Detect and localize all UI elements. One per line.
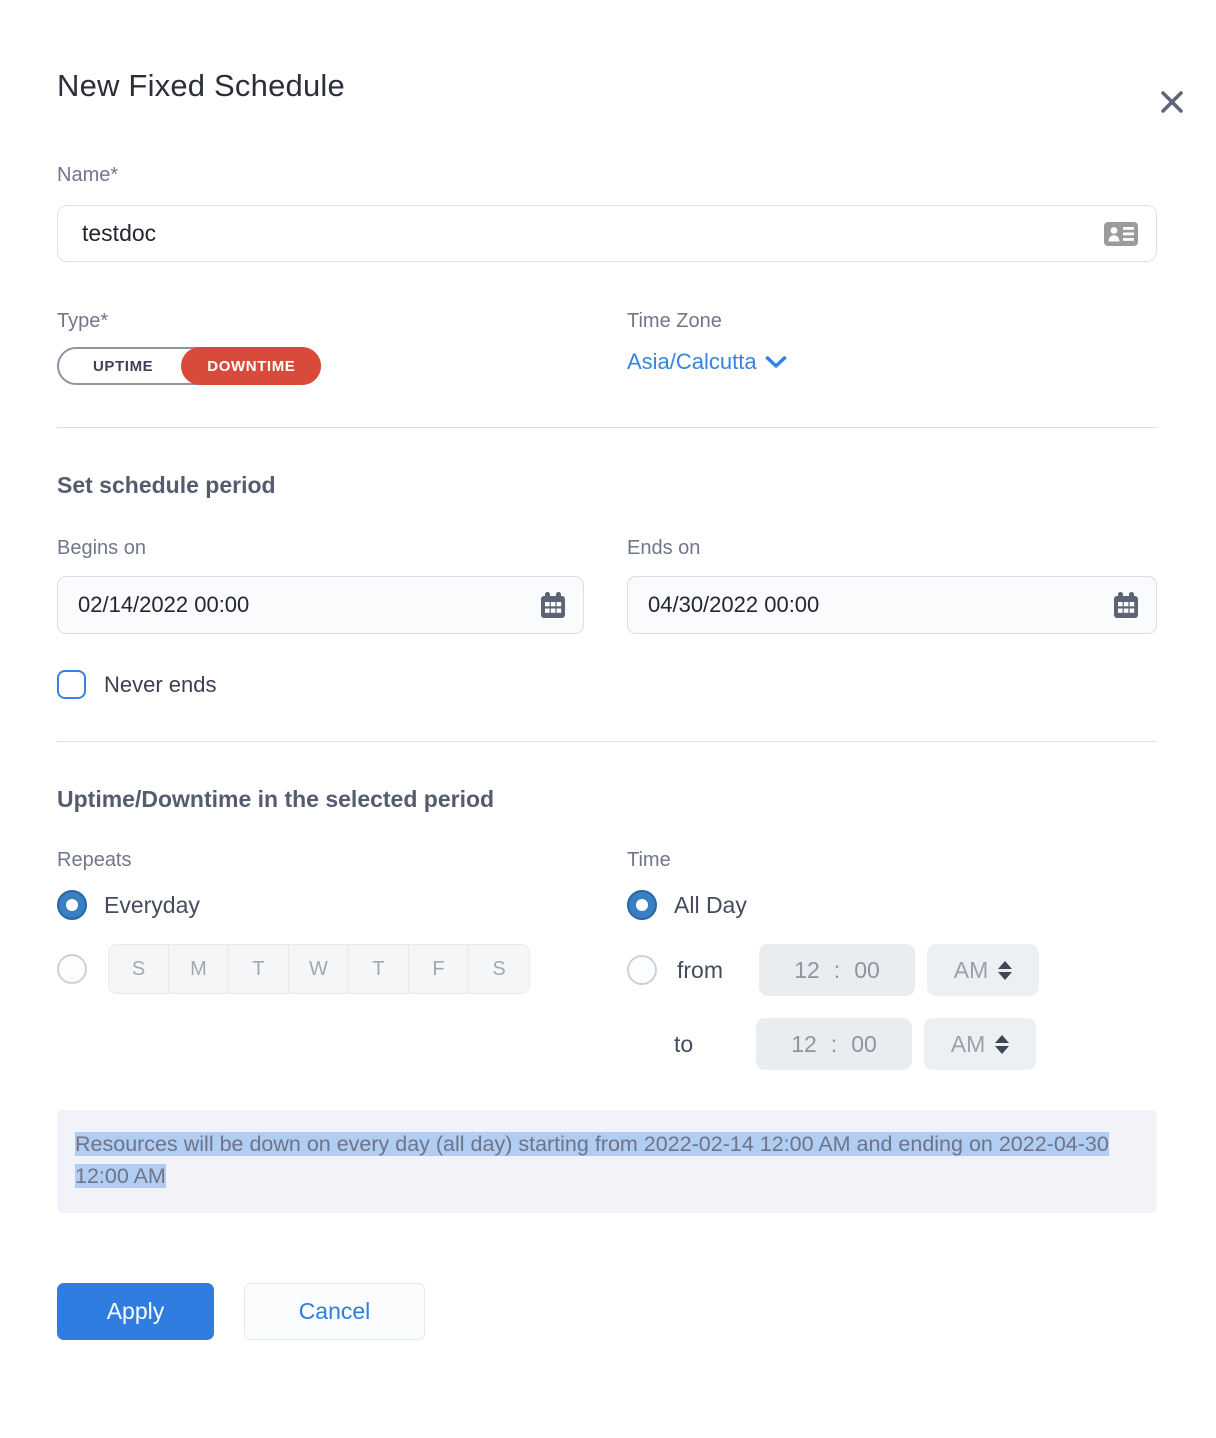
day-button-friday[interactable]: F xyxy=(409,945,469,993)
everyday-label: Everyday xyxy=(104,891,200,918)
to-label: to xyxy=(674,1030,694,1057)
contact-card-icon xyxy=(1102,219,1140,249)
name-label: Name* xyxy=(57,164,119,186)
close-button[interactable] xyxy=(1156,86,1188,118)
all-day-label: All Day xyxy=(674,891,747,918)
all-day-radio[interactable] xyxy=(627,890,657,920)
from-hour[interactable]: 12 xyxy=(794,956,820,983)
close-icon xyxy=(1159,89,1185,115)
ends-on-input[interactable] xyxy=(648,592,1112,618)
apply-button[interactable]: Apply xyxy=(57,1283,214,1340)
day-button-wednesday[interactable]: W xyxy=(289,945,349,993)
day-button-saturday[interactable]: S xyxy=(469,945,529,993)
timezone-value: Asia/Calcutta xyxy=(627,349,757,374)
everyday-radio[interactable] xyxy=(57,890,87,920)
day-of-week-group xyxy=(108,944,530,994)
schedule-summary-text: Resources will be down on every day (all day) starting from 2022-02-14 12:00 AM and ending on 2022-04-30 12:00 AM xyxy=(75,1132,1109,1189)
cancel-button[interactable]: Cancel xyxy=(244,1283,425,1340)
from-label: from xyxy=(677,956,723,983)
downtime-option[interactable]: DOWNTIME xyxy=(181,347,321,385)
begins-on-input[interactable] xyxy=(78,592,539,618)
day-button-monday[interactable]: M xyxy=(169,945,229,993)
chevron-down-icon xyxy=(765,355,787,369)
time-separator: : xyxy=(830,1030,838,1057)
divider xyxy=(57,427,1157,428)
from-meridiem-select[interactable] xyxy=(927,944,1039,996)
stepper-arrows-icon xyxy=(998,961,1012,980)
day-button-thursday[interactable]: T xyxy=(349,945,409,993)
name-input-wrap xyxy=(57,205,1157,262)
begins-on-label: Begins on xyxy=(57,537,146,559)
uptime-downtime-heading: Uptime/Downtime in the selected period xyxy=(57,786,495,812)
type-label: Type* xyxy=(57,310,109,332)
custom-days-radio[interactable] xyxy=(57,954,87,984)
from-minute[interactable]: 00 xyxy=(854,956,880,983)
from-time-input[interactable] xyxy=(759,944,915,996)
to-hour[interactable]: 12 xyxy=(791,1030,817,1057)
to-time-input[interactable] xyxy=(756,1018,912,1070)
time-separator: : xyxy=(833,956,841,983)
never-ends-checkbox[interactable] xyxy=(57,670,86,699)
divider xyxy=(57,741,1157,742)
schedule-summary xyxy=(57,1110,1157,1213)
day-button-sunday[interactable]: S xyxy=(109,945,169,993)
name-input[interactable] xyxy=(82,220,1102,247)
to-meridiem-value: AM xyxy=(950,1030,986,1057)
schedule-period-heading: Set schedule period xyxy=(57,472,276,498)
time-label: Time xyxy=(627,849,671,871)
uptime-option[interactable]: UPTIME xyxy=(93,357,154,375)
day-button-tuesday[interactable]: T xyxy=(229,945,289,993)
repeats-label: Repeats xyxy=(57,849,132,871)
time-range-radio[interactable] xyxy=(627,955,657,985)
timezone-select[interactable] xyxy=(627,349,787,375)
calendar-icon[interactable] xyxy=(1112,590,1140,620)
stepper-arrows-icon xyxy=(995,1035,1009,1054)
to-minute[interactable]: 00 xyxy=(851,1030,877,1057)
never-ends-label: Never ends xyxy=(104,671,217,697)
to-meridiem-select[interactable] xyxy=(924,1018,1036,1070)
begins-on-input-wrap xyxy=(57,576,584,634)
from-meridiem-value: AM xyxy=(953,956,989,983)
timezone-label: Time Zone xyxy=(627,310,722,332)
page-title: New Fixed Schedule xyxy=(57,68,345,103)
new-fixed-schedule-dialog xyxy=(0,68,1216,1340)
ends-on-input-wrap xyxy=(627,576,1157,634)
type-toggle[interactable] xyxy=(57,347,321,385)
ends-on-label: Ends on xyxy=(627,537,701,559)
calendar-icon[interactable] xyxy=(539,590,567,620)
